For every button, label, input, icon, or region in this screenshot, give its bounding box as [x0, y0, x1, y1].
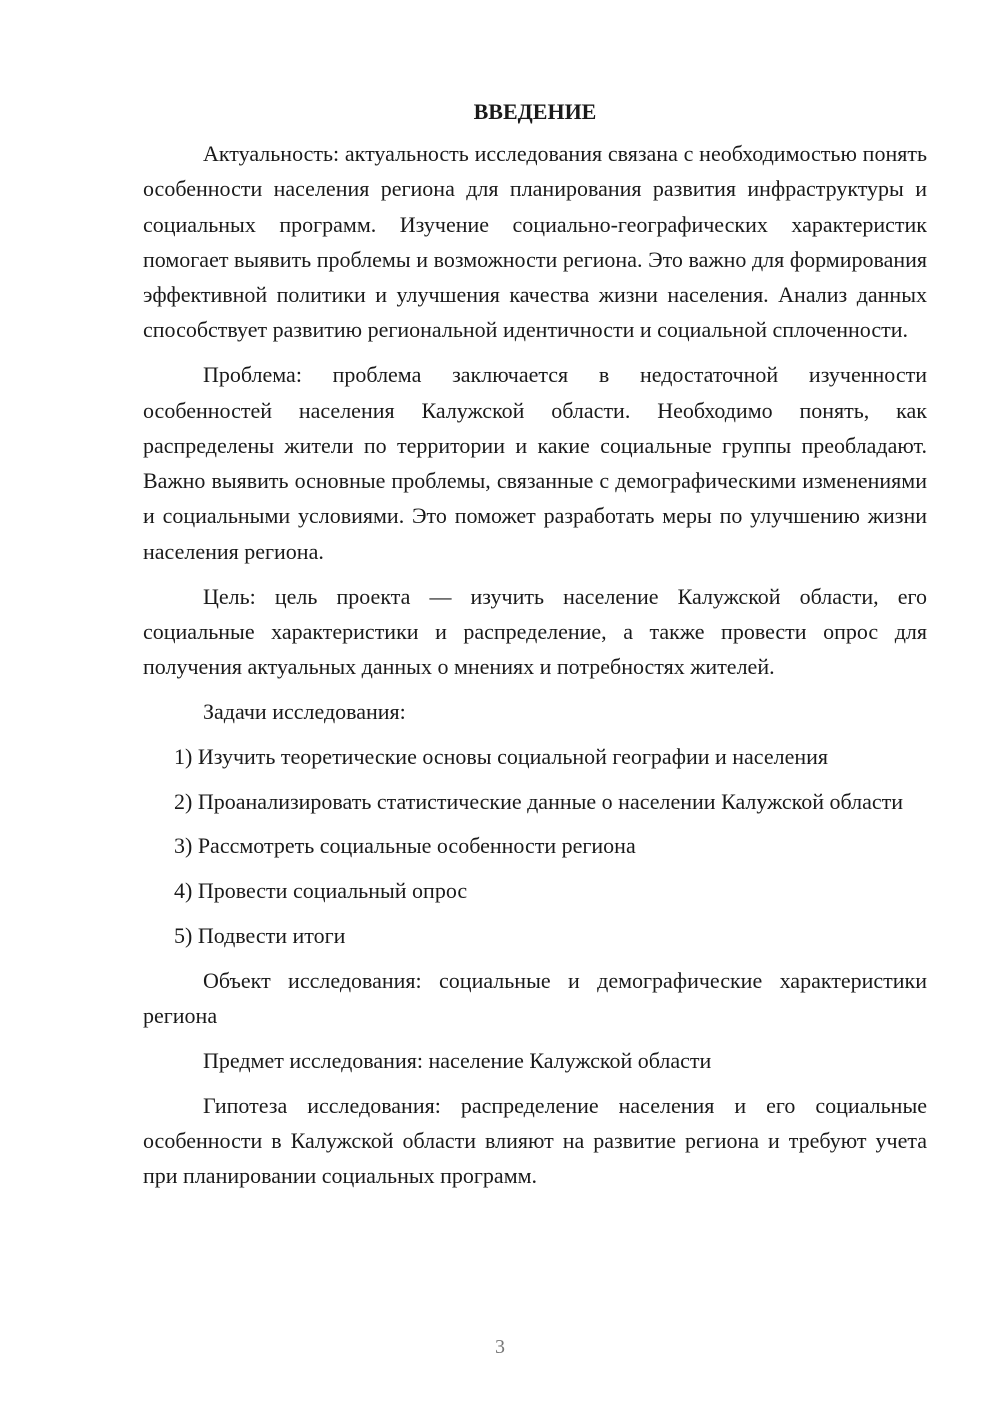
task-item-4: 4) Провести социальный опрос	[174, 878, 468, 904]
hypothesis-paragraph: Гипотеза исследования: распределение населения и его социальные особенности в Калужской области влияют на развитие региона и требуют учета при планировании социальных программ.	[143, 1092, 927, 1189]
problem-paragraph: Проблема: проблема заключается в недостаточной изученности особенностей населения Калужской области. Необходимо понять, как распределены жители по территории и какие социальные группы преобладают. Важно выявить основные проблемы, связанные с демографическими изменениями и социальными условиями. Это поможет разработать меры по улучшению жизни населения региона.	[143, 362, 927, 564]
tasks-heading: Задачи исследования:	[203, 698, 406, 724]
task-item-5: 5) Подвести итоги	[174, 922, 346, 948]
page-number: 3	[495, 1336, 505, 1358]
subject-paragraph: Предмет исследования: население Калужской области	[203, 1047, 712, 1073]
object-paragraph: Объект исследования: социальные и демографические характеристики региона	[143, 967, 927, 1029]
page-title: ВВЕДЕНИЕ	[473, 99, 597, 124]
actuality-paragraph: Актуальность: актуальность исследования связана с необходимостью понять особенности населения региона для планирования развития инфраструктуры и социальных программ. Изучение социально-географических характеристик помогает выявить проблемы и возможности региона. Это важно для формирования эффективной политики и улучшения качества жизни населения. Анализ данных способствует развитию региональной идентичности и социальной сплоченности.	[143, 141, 927, 343]
task-item-1: 1) Изучить теоретические основы социальной географии и населения	[174, 743, 829, 769]
goal-paragraph: Цель: цель проекта — изучить население Калужской области, его социальные характеристики и распределение, а также провести опрос для получения актуальных данных о мнениях и потребностях жителей.	[143, 583, 927, 680]
task-item-3: 3) Рассмотреть социальные особенности региона	[174, 833, 636, 859]
task-item-2: 2) Проанализировать статистические данные о населении Калужской области	[174, 788, 904, 814]
document-page	[143, 97, 927, 1203]
